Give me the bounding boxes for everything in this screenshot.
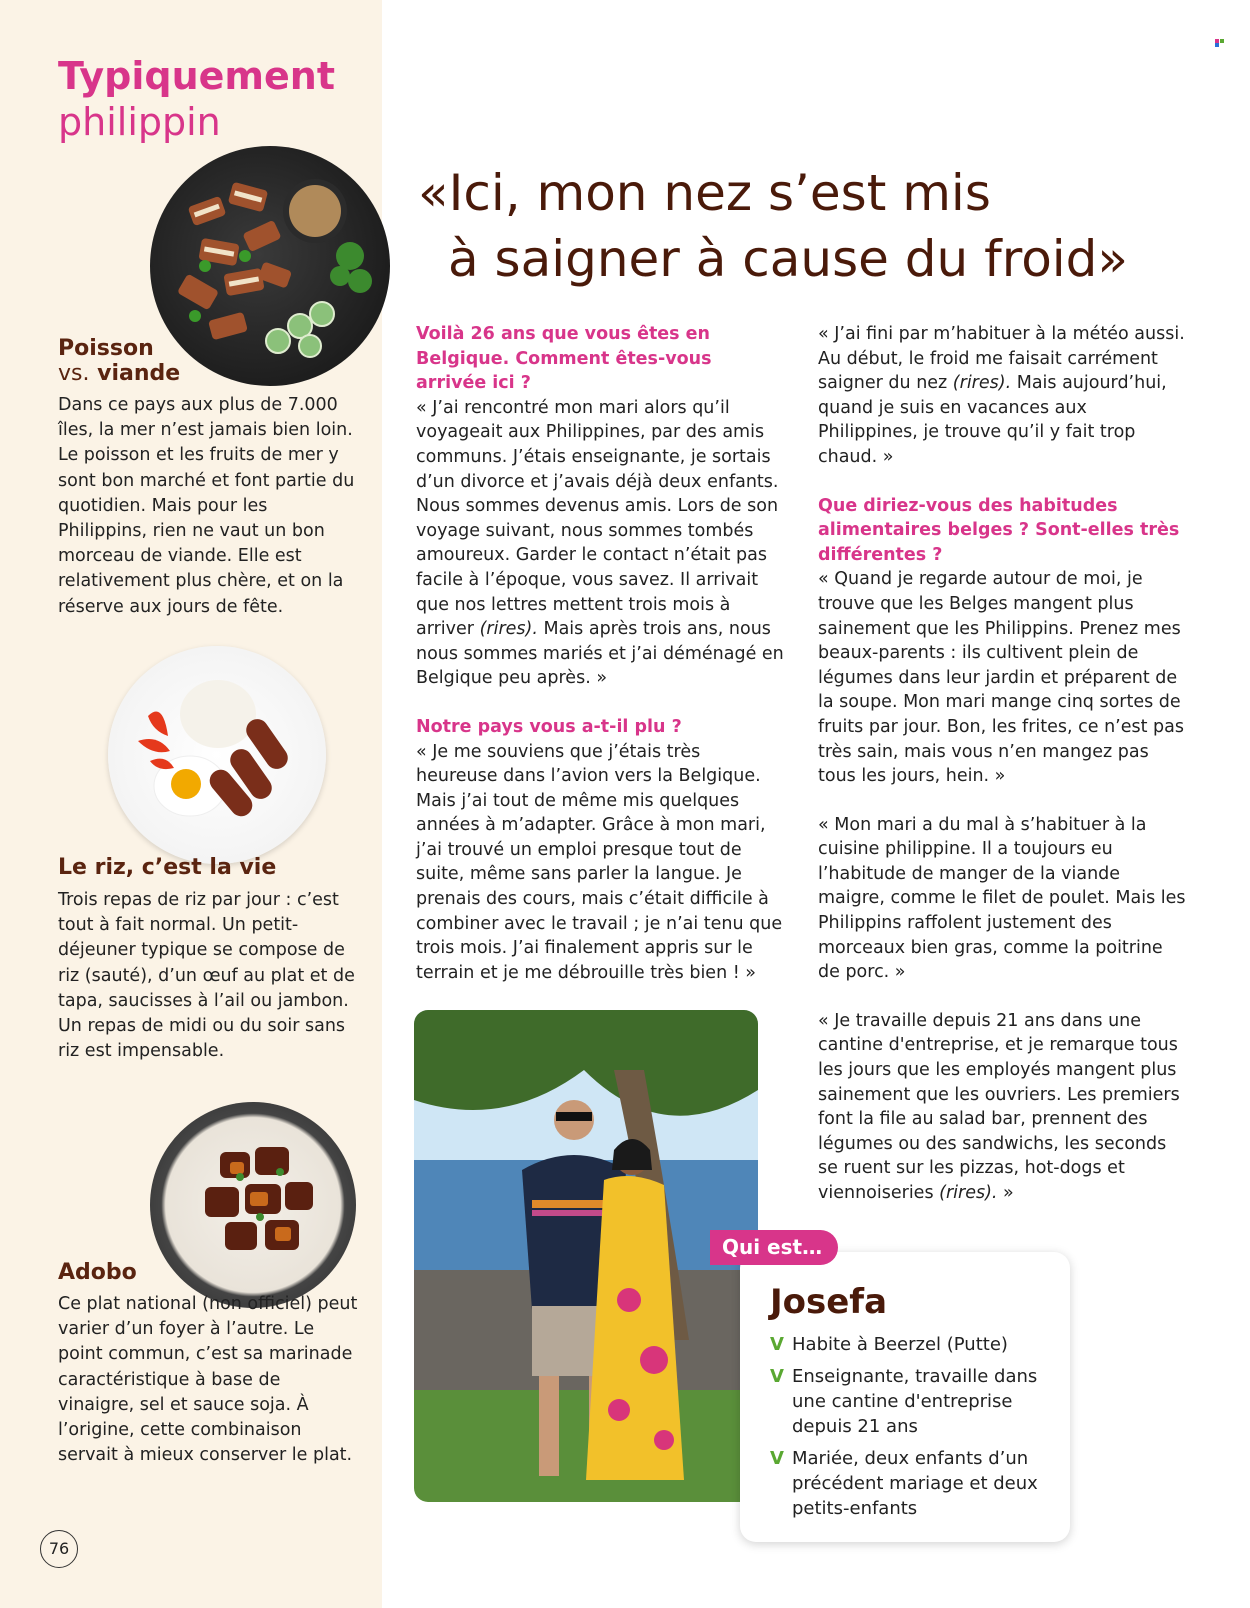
headline-line-2: à saigner à cause du froid» bbox=[448, 230, 1129, 288]
section-riz-text: Trois repas de riz par jour : c’est tout à fait normal. Un petit-déjeuner typique se compose de riz (sauté), d’un œuf au plat et de tapa, saucisses à l’ail ou jambon. Un repas de midi ou du soir sans riz est impensable. bbox=[58, 890, 355, 1062]
check-icon: V bbox=[770, 1366, 784, 1387]
question-1: Voilà 26 ans que vous êtes en Belgique. Comment êtes-vous arrivée ici ? bbox=[416, 324, 712, 394]
section-poisson-heading: Poisson vs. viande bbox=[58, 336, 181, 386]
adobo-image bbox=[150, 1102, 356, 1308]
logo-icon bbox=[1215, 32, 1225, 40]
check-icon: V bbox=[770, 1448, 784, 1469]
answer-2b: « J’ai fini par m’habituer à la météo aussi. Au début, le froid me faisait carrément saigner du nez (rires). Mais aujourd’hui, quand je suis en vacances aux Philippines, je trouve qu’il y fait trop chaud. » bbox=[818, 324, 1185, 467]
answer-2: « Je me souviens que j’étais très heureuse dans l’avion vers la Belgique. Mais j’ai tout de même mis quelques années à m’adapter. Grâce à mon mari, j’ai trouvé un emploi presque tout de suite, même sans parler la langue. Je prenais des cours, mais c’était difficile à combiner avec le travail ; je n’ai tenu que trois mois. J’ai finalement appris sur le terrain et je me débrouille très bien ! » bbox=[416, 741, 783, 983]
question-3: Que diriez-vous des habitudes alimentaires belges ? Sont-elles très différentes ? bbox=[818, 495, 1180, 565]
rice-breakfast-image bbox=[108, 646, 326, 864]
article-headline bbox=[418, 160, 1218, 292]
profile-name: Josefa bbox=[770, 1282, 888, 1322]
profile-tag: Qui est… bbox=[710, 1230, 838, 1265]
sidebar-title: Typiquement bbox=[58, 54, 336, 98]
sidebar bbox=[0, 0, 382, 1608]
question-2: Notre pays vous a-t-il plu ? bbox=[416, 716, 682, 737]
answer-4: « Mon mari a du mal à s’habituer à la cuisine philippine. Il a toujours eu l’habitude de manger de la viande maigre, comme le filet de poulet. Mais les Philippins raffolent justement des morceaux bien gras, comme la poitrine de porc. » bbox=[818, 814, 1186, 983]
couple-photo bbox=[414, 1010, 758, 1502]
answer-5: « Je travaille depuis 21 ans dans une cantine d'entreprise, et je remarque tous les jours que les employés mangent plus sainement que les ouvriers. Les premiers font la file au salad bar, prennent des légumes ou des sandwichs, les seconds se ruent sur les pizzas, hot-dogs et viennoiseries (rires). » bbox=[818, 1010, 1180, 1203]
headline-line-1: «Ici, mon nez s’est mis bbox=[418, 164, 991, 222]
profile-fact: V Mariée, deux enfants d’un précédent mariage et deux petits-enfants bbox=[770, 1448, 1038, 1519]
page-number: 76 bbox=[40, 1530, 78, 1568]
profile-facts bbox=[770, 1332, 1060, 1528]
answer-3: « Quand je regarde autour de moi, je trouve que les Belges mangent plus sainement que les Philippins. Prenez mes beaux-parents : ils cultivent plein de légumes dans leur jardin et préparent de la soupe. Mon mari mange cinq sortes de fruits par jour. Bon, les frites, ce n’est pas très sain, mais vous n’en mangez pas tous les jours, hein. » bbox=[818, 569, 1185, 787]
article-column-2 bbox=[818, 322, 1188, 1206]
answer-1: « J’ai rencontré mon mari alors qu’il voyageait aux Philippines, par des amis communs. J’étais enseignante, je sortais d’un divorce et j’avais déjà deux enfants. Nous sommes devenus amis. Lors de son voyage suivant, nous sommes tombés amoureux. Garder le contact n’était pas facile à l’époque, vous savez. Il arrivait que nos lettres mettent trois mois à arriver (rires). Mais après trois ans, nous nous sommes mariés et j’ai déménagé en Belgique peu après. » bbox=[416, 397, 784, 689]
profile-fact: V Habite à Beerzel (Putte) bbox=[770, 1334, 1008, 1355]
article-column-1 bbox=[416, 322, 786, 985]
section-poisson-text: Dans ce pays aux plus de 7.000 îles, la mer n’est jamais bien loin. Le poisson et les fruits de mer y sont bon marché et font partie du quotidien. Mais pour les Philippins, rien ne vaut un bon morceau de viande. Elle est relativement plus chère, et on la réserve aux jours de fête. bbox=[58, 395, 355, 617]
section-adobo-text: Ce plat national (non officiel) peut varier d’un foyer à l’autre. Le point commun, c’est sa marinade caractéristique à base de vinaigre, sel et sauce soja. À l’origine, cette combinaison servait à mieux conserver le plat. bbox=[58, 1294, 358, 1466]
profile-card bbox=[740, 1252, 1070, 1542]
section-riz-heading: Le riz, c’est la vie bbox=[58, 855, 277, 880]
sidebar-subtitle: philippin bbox=[58, 100, 221, 144]
profile-fact: V Enseignante, travaille dans une cantine d'entreprise depuis 21 ans bbox=[770, 1366, 1038, 1437]
pork-dish-image bbox=[150, 146, 390, 386]
section-adobo-heading: Adobo bbox=[58, 1260, 137, 1285]
check-icon: V bbox=[770, 1334, 784, 1355]
